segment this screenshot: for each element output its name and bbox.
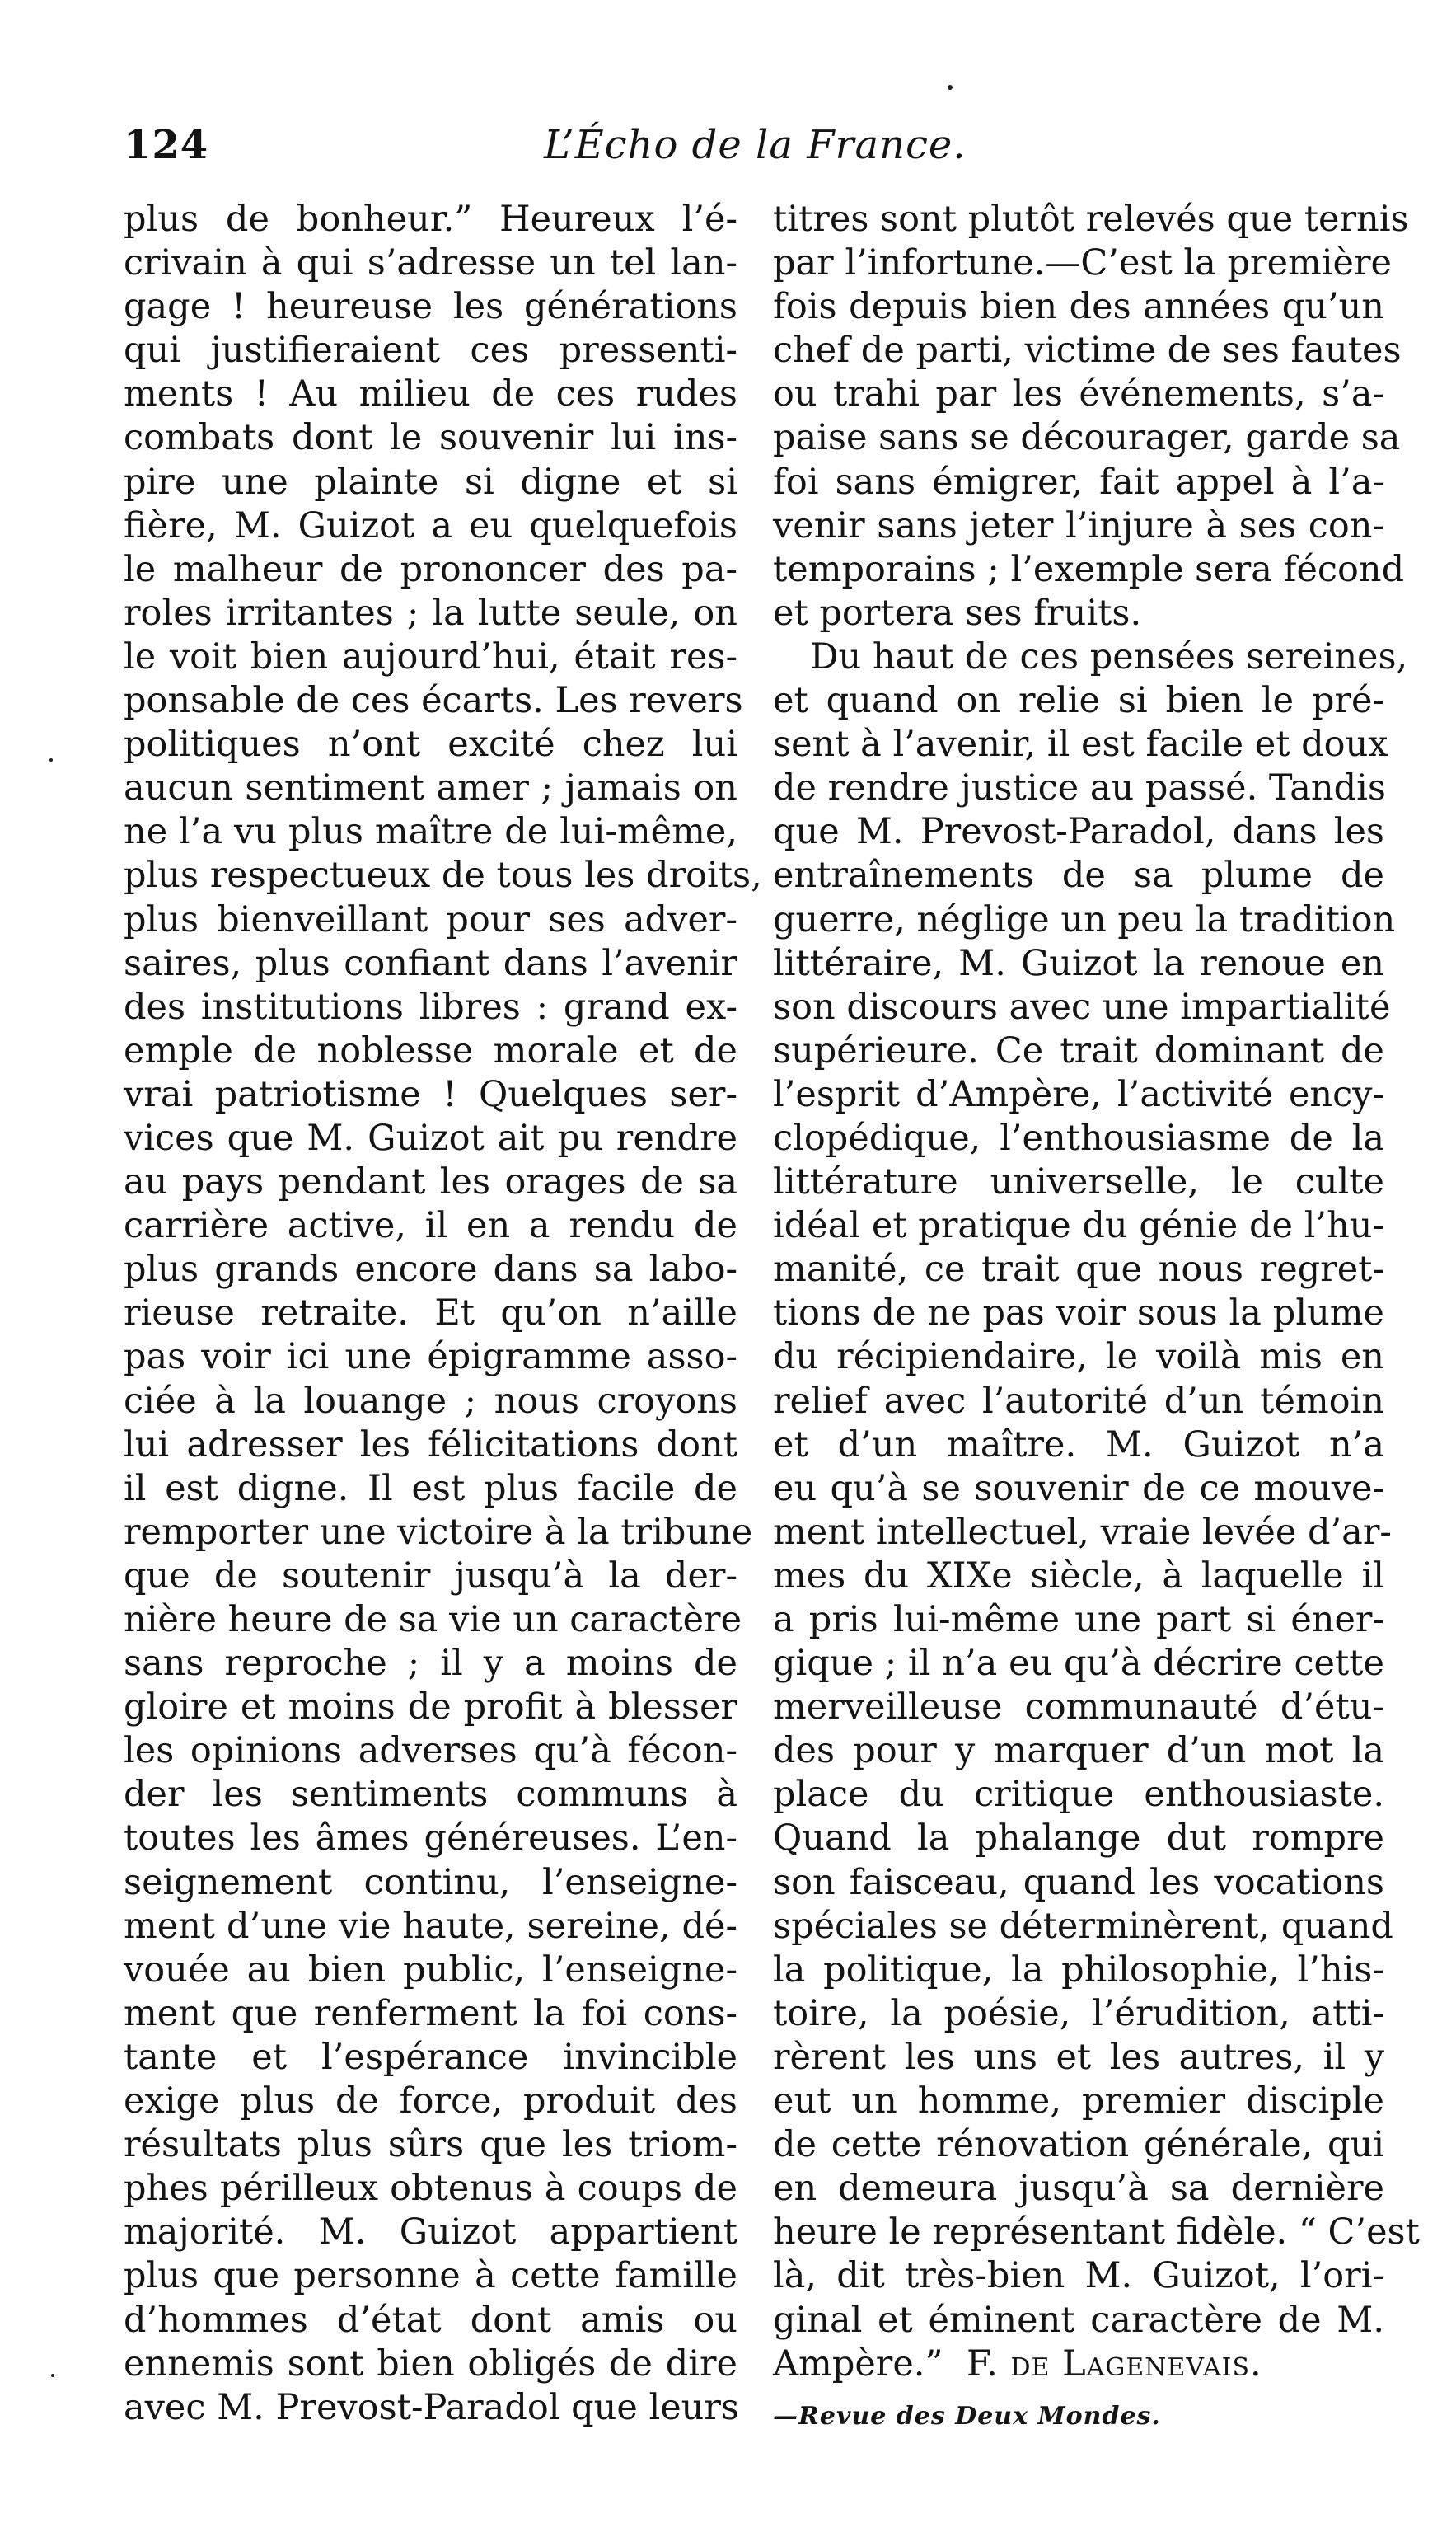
- right-column: [773, 198, 1420, 2438]
- text-line: supérieure. Ce trait dominant de: [773, 1029, 1384, 1072]
- text-line: ennemis sont bien obligés de dire: [124, 2342, 737, 2385]
- text-line: nière heure de sa vie un caractère: [124, 1599, 742, 1640]
- text-line: sans reproche ; il y a moins de: [124, 1643, 737, 1685]
- text-line: rèrent les uns et les autres, il y: [773, 2036, 1384, 2078]
- text-line: résultats plus sûrs que les triom-: [124, 2124, 737, 2166]
- text-line: par l’infortune.—C’est la première: [773, 242, 1392, 284]
- text-line: clopédique, l’enthousiasme de la: [773, 1117, 1384, 1159]
- text-line: lui adresser les félicitations dont: [124, 1423, 737, 1465]
- text-line: là, dit très-bien M. Guizot, l’ori-: [773, 2255, 1384, 2297]
- text-line: sent à l’avenir, il est facile et doux: [773, 724, 1388, 766]
- text-line: plus de bonheur.” Heureux l’é-: [124, 199, 737, 240]
- text-line: remporter une victoire à la tribune: [124, 1511, 753, 1553]
- print-speck: [49, 758, 53, 762]
- page-header: [124, 122, 1384, 180]
- text-line: roles irritantes ; la lutte seule, on: [124, 592, 737, 634]
- text-line: emple de noblesse morale et de: [124, 1029, 737, 1072]
- running-title: L’Écho de la France.: [544, 122, 967, 168]
- text-line: le malheur de prononcer des pa-: [124, 548, 737, 590]
- text-line: crivain à qui s’adresse un tel lan-: [124, 242, 737, 284]
- text-line: littérature universelle, le culte: [773, 1161, 1384, 1203]
- text-line: merveilleuse communauté d’étu-: [773, 1686, 1384, 1728]
- text-line: tions de ne pas voir sous la plume: [773, 1292, 1384, 1334]
- text-line: phes périlleux obtenus à coups de: [124, 2168, 737, 2210]
- text-line: ment intellectuel, vraie levée d’ar-: [773, 1511, 1392, 1553]
- text-line: aucun sentiment amer ; jamais on: [124, 767, 737, 809]
- text-line: pas voir ici une épigramme asso-: [124, 1336, 737, 1378]
- text-line: temporains ; l’exemple sera fécond: [773, 548, 1405, 590]
- text-line: majorité. M. Guizot appartient: [124, 2211, 737, 2253]
- text-line: eu qu’à se souvenir de ce mouve-: [773, 1467, 1384, 1509]
- text-line: vrai patriotisme ! Quelques ser-: [124, 1073, 737, 1115]
- text-line: paise sans se décourager, garde sa: [773, 417, 1401, 459]
- text-line: ou trahi par les événements, s’a-: [773, 373, 1384, 415]
- text-line: il est digne. Il est plus facile de: [124, 1467, 737, 1509]
- text-line: eut un homme, premier disciple: [773, 2080, 1384, 2122]
- text-line: plus bienveillant pour ses adver-: [124, 898, 737, 940]
- text-line: plus respectueux de tous les droits,: [124, 855, 762, 897]
- text-line: ginal et éminent caractère de M.: [773, 2299, 1384, 2341]
- text-line: manité, ce trait que nous regret-: [773, 1249, 1384, 1291]
- text-line: plus grands encore dans sa labo-: [124, 1249, 737, 1291]
- source-citation: —Revue des Deux Mondes.: [773, 2401, 1161, 2431]
- text-line: spéciales se déterminèrent, quand: [773, 1905, 1393, 1947]
- text-line: heure le représentant fidèle. “ C’est: [773, 2211, 1420, 2253]
- text-line: la politique, la philosophie, l’his-: [773, 1948, 1384, 1991]
- text-line: gage ! heureuse les générations: [124, 286, 737, 328]
- text-line: du récipiendaire, le voilà mis en: [773, 1336, 1384, 1378]
- text-line: foi sans émigrer, fait appel à l’a-: [773, 461, 1384, 503]
- text-line: fière, M. Guizot a eu quelquefois: [124, 504, 737, 546]
- text-line: en demeura jusqu’à sa dernière: [773, 2168, 1384, 2210]
- text-line: seignement continu, l’enseigne-: [124, 1861, 737, 1903]
- text-line: et portera ses fruits.: [773, 592, 1142, 634]
- text-line: vouée au bien public, l’enseigne-: [124, 1948, 737, 1991]
- text-line: que M. Prevost-Paradol, dans les: [773, 811, 1384, 853]
- text-line: plus que personne à cette famille: [124, 2255, 737, 2297]
- text-line: des pour y marquer d’un mot la: [773, 1730, 1384, 1772]
- text-line: carrière active, il en a rendu de: [124, 1205, 737, 1247]
- text-line: saires, plus confiant dans l’avenir: [124, 942, 737, 984]
- text-line: de cette rénovation générale, qui: [773, 2124, 1384, 2166]
- print-speck: [948, 85, 953, 90]
- text-line: guerre, néglige un peu la tradition: [773, 898, 1396, 940]
- text-line: littéraire, M. Guizot la renoue en: [773, 942, 1384, 984]
- text-line: place du critique enthousiaste.: [773, 1774, 1384, 1816]
- left-column: [124, 198, 762, 2430]
- text-line: ne l’a vu plus maître de lui-même,: [124, 811, 737, 853]
- text-line: et d’un maître. M. Guizot n’a: [773, 1423, 1384, 1465]
- text-line: Quand la phalange dut rompre: [773, 1817, 1384, 1859]
- text-line: de rendre justice au passé. Tandis: [773, 767, 1386, 809]
- text-line: vices que M. Guizot ait pu rendre: [124, 1117, 737, 1159]
- text-line: entraînements de sa plume de: [773, 855, 1384, 897]
- text-line: ment que renferment la foi cons-: [124, 1992, 737, 2034]
- text-line: rieuse retraite. Et qu’on n’aille: [124, 1292, 737, 1334]
- text-line: toutes les âmes généreuses. L’en-: [124, 1817, 737, 1859]
- text-line: l’esprit d’Ampère, l’activité ency-: [773, 1073, 1384, 1115]
- text-line: son discours avec une impartialité: [773, 986, 1391, 1028]
- text-line: ments ! Au milieu de ces rudes: [124, 373, 737, 415]
- text-line: ciée à la louange ; nous croyons: [124, 1380, 737, 1422]
- text-line: les opinions adverses qu’à fécon-: [124, 1730, 737, 1772]
- text-line: combats dont le souvenir lui ins-: [124, 417, 737, 459]
- text-line: ment d’une vie haute, sereine, dé-: [124, 1905, 737, 1947]
- text-line: gique ; il n’a eu qu’à décrire cette: [773, 1643, 1384, 1685]
- text-line: toire, la poésie, l’érudition, atti-: [773, 1992, 1384, 2034]
- author-signature: F. de Lagenevais.: [967, 2342, 1262, 2385]
- text-line: gloire et moins de profit à blesser: [124, 1686, 737, 1728]
- text-line: Du haut de ces pensées sereines,: [810, 635, 1408, 678]
- text-line: le voit bien aujourd’hui, était res-: [124, 635, 737, 678]
- text-line: son faisceau, quand les vocations: [773, 1861, 1384, 1903]
- text-line: que de soutenir jusqu’à la der-: [124, 1555, 737, 1597]
- text-line: politiques n’ont excité chez lui: [124, 724, 737, 766]
- text-line: a pris lui-même une part si éner-: [773, 1599, 1384, 1640]
- text-line: titres sont plutôt relevés que ternis: [773, 199, 1409, 240]
- text-line: qui justifieraient ces pressenti-: [124, 330, 737, 372]
- text-line: mes du XIXe siècle, à laquelle il: [773, 1555, 1384, 1597]
- text-line: idéal et pratique du génie de l’hu-: [773, 1205, 1384, 1247]
- text-line: der les sentiments communs à: [124, 1774, 737, 1816]
- text-line: ponsable de ces écarts. Les revers: [124, 680, 743, 722]
- text-line: Ampère.” F. de Lagenevais.: [773, 2342, 1384, 2386]
- text-line: pire une plainte si digne et si: [124, 461, 737, 503]
- page-number: 124: [124, 122, 209, 168]
- text-line: exige plus de force, produit des: [124, 2080, 737, 2122]
- text-line: d’hommes d’état dont amis ou: [124, 2299, 737, 2341]
- text-line: et quand on relie si bien le pré-: [773, 680, 1384, 722]
- text-line: au pays pendant les orages de sa: [124, 1161, 737, 1203]
- text-line: chef de parti, victime de ses fautes: [773, 330, 1402, 372]
- text-line: avec M. Prevost-Paradol que leurs: [124, 2386, 739, 2428]
- print-speck: [51, 2374, 54, 2377]
- text-line: tante et l’espérance invincible: [124, 2036, 737, 2078]
- text-line: fois depuis bien des années qu’un: [773, 286, 1384, 328]
- text-line: relief avec l’autorité d’un témoin: [773, 1380, 1384, 1422]
- text-line: des institutions libres : grand ex-: [124, 986, 737, 1028]
- text-line: venir sans jeter l’injure à ses con-: [773, 504, 1384, 546]
